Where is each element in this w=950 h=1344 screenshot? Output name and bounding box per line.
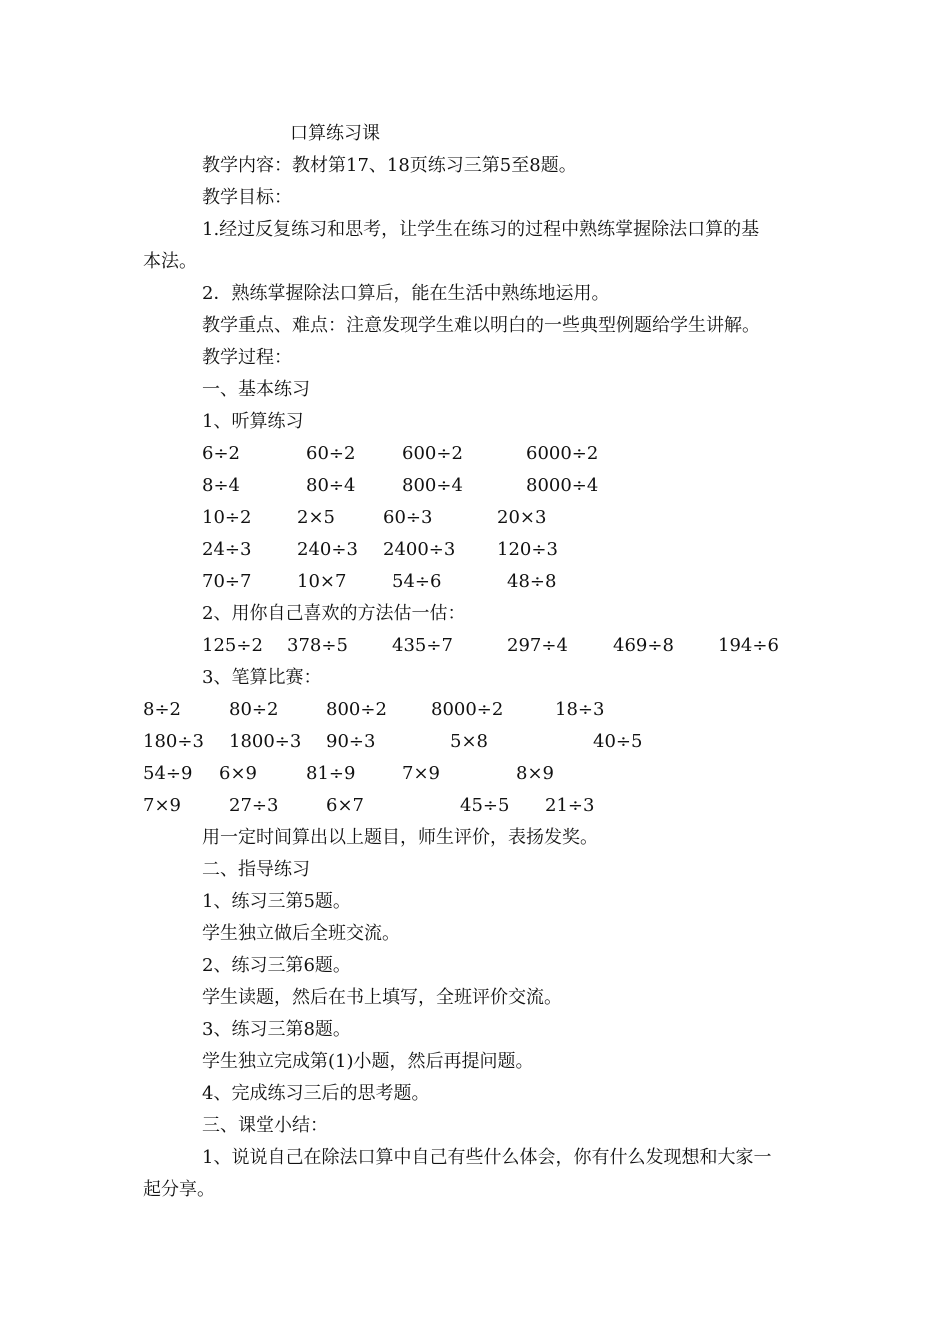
process-heading: 教学过程： bbox=[202, 347, 292, 368]
exercise-item: 45÷5 bbox=[460, 795, 510, 816]
exercise-item: 6÷2 bbox=[202, 443, 240, 464]
exercise-item: 435÷7 bbox=[392, 635, 453, 656]
exercise-item: 48÷8 bbox=[507, 571, 557, 592]
exercise-item: 8×9 bbox=[516, 763, 554, 784]
exercise-item: 8÷4 bbox=[202, 475, 240, 496]
summary-line-2: 起分享。 bbox=[143, 1179, 215, 1200]
exercise-item: 40÷5 bbox=[593, 731, 643, 752]
summary-line-1: 1、说说自己在除法口算中自己有些什么体会，你有什么发现想和大家一 bbox=[202, 1147, 772, 1168]
exercise-item: 24÷3 bbox=[202, 539, 252, 560]
section-2-2: 2、练习三第6题。 bbox=[202, 955, 351, 976]
exercise-item: 10÷2 bbox=[202, 507, 252, 528]
teaching-content: 教学内容：教材第17、18页练习三第5至8题。 bbox=[202, 155, 577, 176]
exercise-item: 8÷2 bbox=[143, 699, 181, 720]
exercise-item: 8000÷2 bbox=[431, 699, 504, 720]
section-2-1: 1、练习三第5题。 bbox=[202, 891, 351, 912]
exercise-item: 297÷4 bbox=[507, 635, 568, 656]
exercise-item: 8000÷4 bbox=[526, 475, 599, 496]
exercise-item: 2400÷3 bbox=[383, 539, 456, 560]
key-points: 教学重点、难点：注意发现学生难以明白的一些典型例题给学生讲解。 bbox=[202, 315, 760, 336]
exercise-item: 800÷2 bbox=[326, 699, 387, 720]
section-2-4: 4、完成练习三后的思考题。 bbox=[202, 1083, 430, 1104]
exercise-item: 70÷7 bbox=[202, 571, 252, 592]
exercise-item: 6000÷2 bbox=[526, 443, 599, 464]
exercise-item: 5×8 bbox=[450, 731, 488, 752]
section-2-heading: 二、指导练习 bbox=[202, 859, 310, 880]
exercise-item: 18÷3 bbox=[555, 699, 605, 720]
exercise-item: 81÷9 bbox=[306, 763, 356, 784]
document-title: 口算练习课 bbox=[290, 123, 380, 144]
exercise-item: 7×9 bbox=[143, 795, 181, 816]
race-note: 用一定时间算出以上题目，师生评价，表扬发奖。 bbox=[202, 827, 598, 848]
exercise-item: 60÷3 bbox=[383, 507, 433, 528]
goal-2: 2．熟练掌握除法口算后，能在生活中熟练地运用。 bbox=[202, 283, 610, 304]
exercise-item: 125÷2 bbox=[202, 635, 263, 656]
section-1-3-heading: 3、笔算比赛： bbox=[202, 667, 322, 688]
exercise-item: 1800÷3 bbox=[229, 731, 302, 752]
exercise-item: 2×5 bbox=[297, 507, 335, 528]
section-2-1-note: 学生独立做后全班交流。 bbox=[202, 923, 400, 944]
section-2-3-note: 学生独立完成第(1)小题，然后再提问题。 bbox=[202, 1051, 534, 1072]
exercise-item: 378÷5 bbox=[287, 635, 348, 656]
exercise-item: 80÷4 bbox=[306, 475, 356, 496]
exercise-item: 60÷2 bbox=[306, 443, 356, 464]
exercise-item: 27÷3 bbox=[229, 795, 279, 816]
exercise-item: 10×7 bbox=[297, 571, 347, 592]
exercise-item: 469÷8 bbox=[613, 635, 674, 656]
section-2-3: 3、练习三第8题。 bbox=[202, 1019, 351, 1040]
section-1-1-heading: 1、听算练习 bbox=[202, 411, 304, 432]
section-3-heading: 三、课堂小结： bbox=[202, 1115, 328, 1136]
exercise-item: 6×7 bbox=[326, 795, 364, 816]
section-2-2-note: 学生读题，然后在书上填写，全班评价交流。 bbox=[202, 987, 562, 1008]
goals-heading: 教学目标： bbox=[202, 187, 292, 208]
exercise-item: 6×9 bbox=[219, 763, 257, 784]
exercise-item: 194÷6 bbox=[718, 635, 779, 656]
exercise-item: 180÷3 bbox=[143, 731, 204, 752]
exercise-item: 20×3 bbox=[497, 507, 547, 528]
section-1-2-heading: 2、用你自己喜欢的方法估一估： bbox=[202, 603, 466, 624]
exercise-item: 54÷6 bbox=[392, 571, 442, 592]
exercise-item: 120÷3 bbox=[497, 539, 558, 560]
exercise-item: 21÷3 bbox=[545, 795, 595, 816]
exercise-item: 600÷2 bbox=[402, 443, 463, 464]
goal-1-line-2: 本法。 bbox=[143, 251, 197, 272]
goal-1-line-1: 1.经过反复练习和思考，让学生在练习的过程中熟练掌握除法口算的基 bbox=[202, 219, 760, 240]
exercise-item: 7×9 bbox=[402, 763, 440, 784]
exercise-item: 800÷4 bbox=[402, 475, 463, 496]
exercise-item: 90÷3 bbox=[326, 731, 376, 752]
section-1-heading: 一、基本练习 bbox=[202, 379, 310, 400]
exercise-item: 54÷9 bbox=[143, 763, 193, 784]
exercise-item: 80÷2 bbox=[229, 699, 279, 720]
exercise-item: 240÷3 bbox=[297, 539, 358, 560]
